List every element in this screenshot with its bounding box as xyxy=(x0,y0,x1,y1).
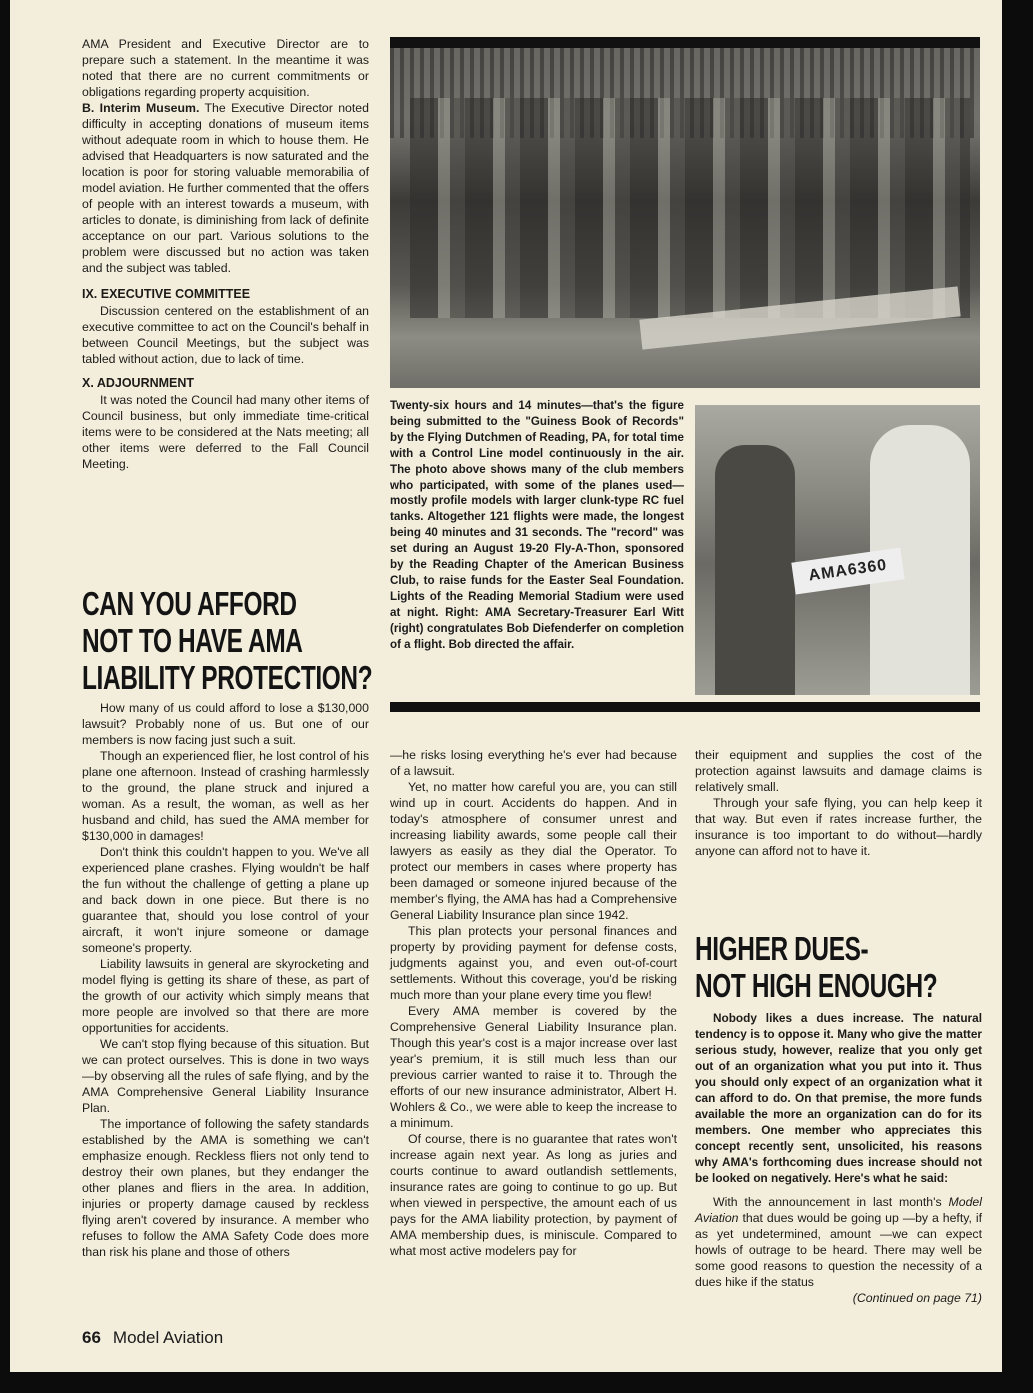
dues-intro: Nobody likes a dues increase. The natural tendency is to oppose it. Many who give the matter serious study, however, realize that you only get out of an organization what you put into it. Thus you should only expect of an organization what it can afford to do. On that premise, the more funds available the more an organization can do for its members. One member who appreciates this concept recently sent, unsolicited, his reasons why AMA's forthcoming dues increase should not be looked on negatively. Here's what he said: xyxy=(695,1011,982,1185)
paragraph: Of course, there is no guarantee that rates won't increase again next year. As long as juries and courts continue to award outlandish settlements, insurance rates are going to continue to go up. But when viewed in perspective, the amount each of us pays for the AMA liability protection, by payment of AMA membership dues, is miniscule. Compared to what most active modelers pay for xyxy=(390,1132,677,1258)
award-photo xyxy=(695,405,980,695)
headline-line: HIGHER DUES- xyxy=(695,930,869,967)
paragraph: Every AMA member is covered by the Comprehensive General Liability Insurance plan. Though this year's cost is a major increase over last year's premium, it is still much less than our previous carrier wanted to raise it to. Through the efforts of our new insurance administrator, Albert H. Wohlers & Co., we were able to keep the increase to a minimum. xyxy=(390,1004,677,1130)
paragraph: AMA President and Executive Director are to prepare such a statement. In the meantime it was noted that there are no current commitments or obligations regarding property acquisition. xyxy=(82,37,369,99)
bottom-rule xyxy=(390,702,980,712)
paragraph: How many of us could afford to lose a $130,000 lawsuit? Probably none of us. But one of our members is now facing just such a suit. xyxy=(82,701,369,747)
page-footer xyxy=(82,1328,223,1348)
paragraph: Yet, no matter how careful you are, you can still wind up in court. Accidents do happen. And in today's atmosphere of consumer unrest and increasing liability awards, some people call their lawyers as easily as they dial the Operator. To protect our members in cases where property has been damaged or someone injured because of the member's flying, the AMA has had a Comprehensive General Liability Insurance plan since 1942. xyxy=(390,780,677,922)
headline-line: NOT HIGH ENOUGH? xyxy=(695,967,938,1004)
page-number: 66 xyxy=(82,1328,101,1347)
section-ix-text: Discussion centered on the establishment of an executive committee to act on the Council's behalf in between Council Meetings, but the subject was tabled without action, due to lack of time. xyxy=(82,304,369,366)
magazine-title-italic: Model Aviation xyxy=(695,1195,982,1225)
section-x-text: It was noted the Council had many other items of Council business, but only immediate time-critical items were to be considered at the Nats meeting; all other items were deferred to the Fall Council Meeting. xyxy=(82,393,369,471)
paragraph: Liability lawsuits in general are skyrocketing and model flying is getting its share of these, as part of the growth of our activity which simply means that more people are involved so that there are more opportunities for accidents. xyxy=(82,957,369,1035)
magazine-name: Model Aviation xyxy=(112,1328,224,1347)
paragraph: The importance of following the safety standards established by the AMA is something we can't emphasize enough. Reckless fliers not only tend to destroy their own planes, but they endanger the other planes and fliers in the area. In addition, injuries or property damage caused by reckless flying aren't covered by insurance. A member who refuses to follow the AMA Safety Code does more than risk his plane and those of others xyxy=(82,1117,369,1259)
dues-quote xyxy=(695,1194,982,1290)
section-x-heading: X. ADJOURNMENT xyxy=(82,376,195,390)
dues-column xyxy=(695,1010,982,1306)
interim-museum-paragraph xyxy=(82,100,369,276)
continued-note: (Continued on page 71) xyxy=(852,1291,982,1305)
paragraph: This plan protects your personal finances and property by providing payment for defense costs, judgments against you, and even out-of-court settlements. Without this coverage, you'd be risking much more than your plane every time you flew! xyxy=(390,924,677,1002)
paragraph: their equipment and supplies the cost of the protection against lawsuits and damage claims is relatively small. xyxy=(695,748,982,794)
paragraph: Through your safe flying, you can help keep it that way. But even if rates increase further, the insurance is too important to do without—hardly anyone can afford not to have it. xyxy=(695,796,982,858)
article-column-1 xyxy=(82,700,369,1260)
interim-museum-lead: B. Interim Museum. xyxy=(82,101,200,115)
paragraph: Though an experienced flier, he lost control of his plane one afternoon. Instead of crashing harmlessly to the ground, the plane struck and injured a woman. As a result, the woman, as well as her husband and child, has sued the AMA member for $130,000 in damages! xyxy=(82,749,369,843)
interim-museum-text: The Executive Director noted difficulty in accepting donations of museum items without adequate room in which to house them. He advised that Headquarters is now saturated and the location is poor for storing valuable memorabilia of model aviation. He further commented that the offers of people with an interest towards a museum, with articles to donate, is diminishing from lack of definite acceptance on our part. Various solutions to the problem were discussed but no action was taken and the subject was tabled. xyxy=(82,101,369,275)
club-members-photo xyxy=(390,48,980,388)
paragraph: —he risks losing everything he's ever had because of a lawsuit. xyxy=(390,748,677,778)
magazine-page xyxy=(10,0,1002,1372)
dues-headline xyxy=(695,930,937,1004)
headline-line: CAN YOU AFFORD xyxy=(82,585,297,622)
article-column-3 xyxy=(695,747,982,859)
quote-text: that dues would be going up —by a hefty, if as yet undetermined, amount —we can expect howls of outrage to be heard. There may well be some good reasons to question the necessity of a dues hike if the status xyxy=(695,1211,982,1289)
headline-line: LIABILITY PROTECTION? xyxy=(82,659,373,696)
article-headline xyxy=(82,585,372,696)
headline-line: NOT TO HAVE AMA xyxy=(82,622,303,659)
top-rule xyxy=(390,37,980,48)
quote-text: With the announcement in last month's xyxy=(713,1195,949,1209)
plane-marking: AMA6360 xyxy=(791,548,904,595)
section-ix-heading: IX. EXECUTIVE COMMITTEE xyxy=(82,287,251,301)
paragraph: Don't think this couldn't happen to you. We've all experienced plane crashes. Flying wouldn't be half the fun without the challenge of getting a plane up and back down in one piece. But there is no guarantee that, should you lose control of your aircraft, it won't injure someone or damage someone's property. xyxy=(82,845,369,955)
article-column-2 xyxy=(390,747,677,1259)
photo-caption: Twenty-six hours and 14 minutes—that's the figure being submitted to the "Guiness Book of Records" by the Flying Dutchmen of Reading, PA, for total time with a Control Line model continuously in the air. The photo above shows many of the club members who participated, with some of the planes used—mostly profile models with larger clunk-type RC fuel tanks. Altogether 121 flights were made, the longest being 40 minutes and 31 seconds. The "record" was set during an August 19-20 Fly-A-Thon, sponsored by the Reading Chapter of the American Business Club, to raise funds for the Easter Seal Foundation. Lights of the Reading Memorial Stadium were used at night. Right: AMA Secretary-Treasurer Earl Witt (right) congratulates Bob Diefenderfer on completion of a flight. Bob directed the affair. xyxy=(390,399,684,651)
council-minutes-column xyxy=(82,36,369,472)
paragraph: We can't stop flying because of this situation. But we can protect ourselves. This is done in two ways—by observing all the rules of safe flying, and by the AMA Comprehensive General Liability Insurance Plan. xyxy=(82,1037,369,1115)
